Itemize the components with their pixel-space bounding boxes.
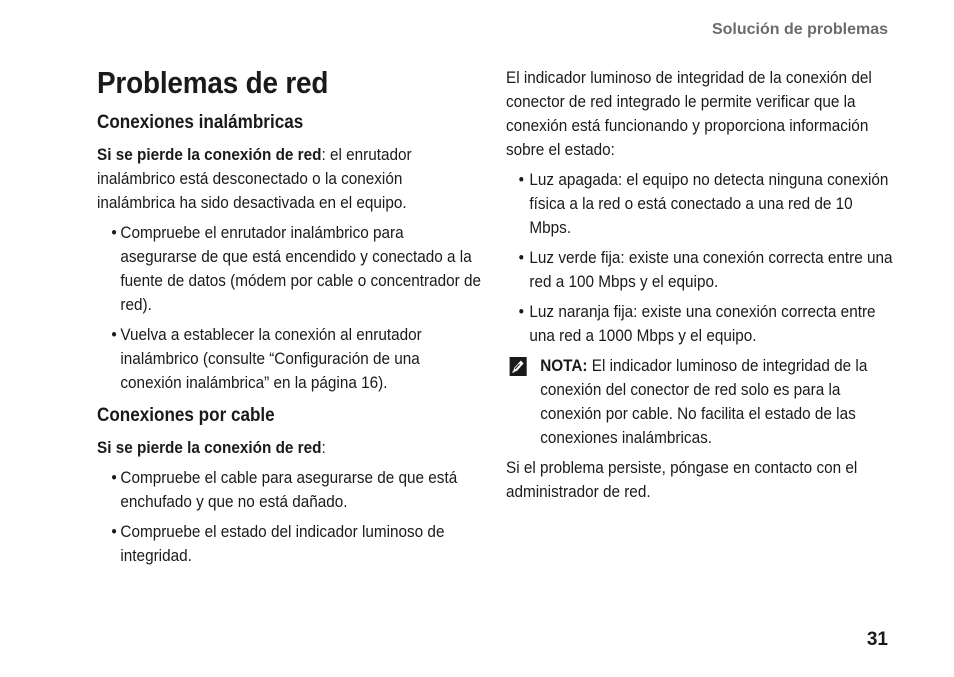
wireless-lead-bold: Si se pierde la conexión de red	[97, 145, 322, 164]
running-header: Solución de problemas	[711, 21, 888, 38]
list-item: • Compruebe el enrutador inalámbrico para asegurarse de que está encendido y conectado a la fuente de datos (módem por cable o concentrador de red).	[97, 221, 484, 317]
list-item: • Vuelva a establecer la conexión al enrutador inalámbrico (consulte “Configuración de una conexión inalámbrica” en la página 16).	[97, 323, 484, 395]
wired-lead	[97, 436, 484, 460]
list-item: • Luz verde fija: existe una conexión correcta entre una red a 100 Mbps y el equipo.	[506, 246, 893, 294]
page-number: 31	[866, 629, 888, 650]
note-text	[540, 354, 893, 450]
closing-paragraph: Si el problema persiste, póngase en contacto con el administrador de red.	[506, 458, 858, 501]
wireless-lead	[97, 143, 484, 215]
wired-list	[97, 466, 484, 568]
wired-lead-text: :	[321, 438, 326, 457]
link-light-intro: El indicador luminoso de integridad de la conexión del conector de red integrado le permite verificar que la conexión está funcionando y proporciona información sobre el estado:	[506, 68, 872, 159]
page-title: Problemas de red	[97, 65, 329, 100]
list-item: • Compruebe el estado del indicador luminoso de integridad.	[97, 520, 484, 568]
list-item: • Luz apagada: el equipo no detecta ninguna conexión física a la red o está conectado a una red de 10 Mbps.	[506, 168, 893, 240]
left-column	[97, 64, 484, 574]
note-pencil-icon	[510, 357, 527, 376]
note-body: El indicador luminoso de integridad de la conexión del conector de red solo es para la conexión por cable. No facilita el estado de las conexiones inalámbricas.	[540, 356, 868, 447]
wireless-lead-text: : el enrutador inalámbrico está desconectado o la conexión inalámbrica ha sido desactivada en el equipo.	[97, 145, 412, 212]
note-block	[506, 354, 893, 450]
wired-heading: Conexiones por cable	[97, 405, 275, 426]
list-item: • Luz naranja fija: existe una conexión correcta entre una red a 1000 Mbps y el equipo.	[506, 300, 893, 348]
wired-lead-bold: Si se pierde la conexión de red	[97, 438, 322, 457]
list-item: • Compruebe el cable para asegurarse de que está enchufado y que no está dañado.	[97, 466, 484, 514]
right-column	[506, 64, 893, 504]
wireless-list	[97, 221, 484, 395]
note-label: NOTA:	[540, 356, 588, 375]
link-light-states-list	[506, 168, 893, 348]
wireless-heading: Conexiones inalámbricas	[97, 112, 304, 133]
